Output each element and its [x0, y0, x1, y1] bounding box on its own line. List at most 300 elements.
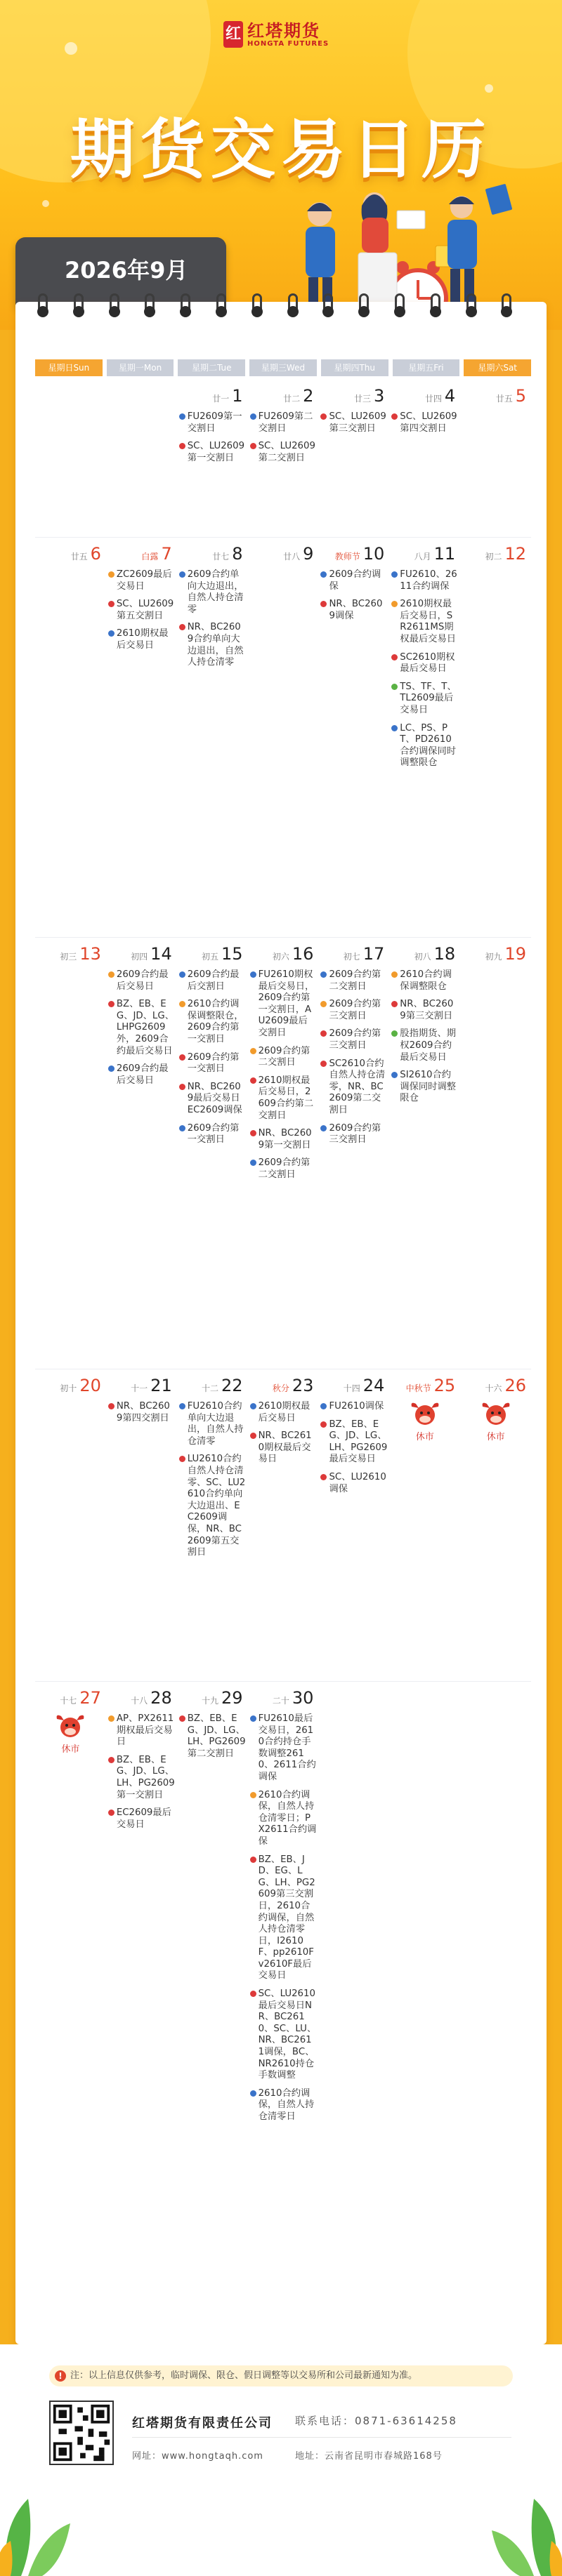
red-dot-icon [320, 1474, 327, 1480]
red-dot-icon [179, 1054, 185, 1061]
day-number: 19 [504, 944, 527, 964]
month-label: 2026年9月 [65, 257, 188, 284]
week-row [35, 1376, 531, 1565]
day-header [391, 544, 458, 565]
calendar-event [250, 1713, 317, 1784]
calendar-event [108, 1713, 175, 1748]
calendar-event [250, 1854, 317, 1983]
event-text: 2609合约第一交割日 [187, 1051, 240, 1075]
day-header [179, 1376, 246, 1397]
event-text: BZ、EB、EG、JD、LG、LH、PG2609最后交易日 [329, 1419, 388, 1465]
day-header [108, 1376, 175, 1397]
day-cell [35, 544, 106, 776]
day-header [179, 1688, 246, 1709]
binder-ring-icon [108, 293, 121, 319]
red-dot-icon [250, 443, 256, 449]
event-text: 2609合约最后交易日 [116, 1063, 169, 1086]
decor-dot [42, 200, 49, 207]
event-text: BZ、EB、EG、JD、LG、LHPG2609外，2609合约最后交易日 [116, 999, 174, 1056]
footer-divider [132, 2437, 511, 2438]
calendar-event [179, 1123, 246, 1146]
day-number: 29 [221, 1688, 243, 1708]
event-list [320, 411, 387, 434]
day-header [320, 1376, 387, 1397]
day-number: 4 [444, 386, 456, 406]
day-cell [318, 386, 389, 470]
day-header [320, 944, 387, 965]
event-text: 2610合约调保调整限仓 [400, 969, 452, 992]
weekday-4: 星期四Thu [321, 359, 388, 376]
event-text: LC、PS、PT、PD2610合约调保同时调整限仓 [400, 722, 457, 769]
day-number: 27 [79, 1688, 101, 1708]
lunar-date: 十一 [131, 1383, 148, 1393]
calendar-event [179, 622, 246, 668]
event-list [179, 1713, 246, 1760]
day-header [179, 544, 246, 565]
day-header [179, 944, 246, 965]
event-list [391, 411, 458, 434]
blue-dot-icon [391, 1072, 398, 1078]
event-text: NR、BC2609最后交易日EC2609调保 [187, 1081, 242, 1115]
blue-dot-icon [391, 571, 398, 578]
week-divider [35, 937, 531, 938]
event-text: NR、BC2609第三交割日 [400, 999, 454, 1021]
week-row [35, 386, 531, 470]
calendar-event [250, 1128, 317, 1151]
day-number: 5 [515, 386, 527, 406]
calendar-event [391, 723, 458, 769]
blue-dot-icon [250, 413, 256, 420]
day-cell [318, 544, 389, 776]
event-text: NR、BC2609第四交割日 [116, 1401, 170, 1423]
day-cell [106, 944, 177, 1188]
lunar-date: 初六 [272, 952, 289, 962]
day-number: 20 [79, 1376, 101, 1395]
day-cell [177, 386, 248, 470]
blue-dot-icon [179, 571, 185, 578]
calendar-event [391, 569, 458, 592]
lunar-date: 教师节 [334, 552, 360, 562]
lunar-date: 十七 [60, 1696, 77, 1706]
event-list [250, 1713, 317, 2123]
calendar-event [391, 1070, 458, 1105]
calendar-event [250, 1989, 317, 2082]
calendar-event [250, 1401, 317, 1424]
lunar-date: 廿三 [354, 394, 372, 404]
event-text: NR、BC2609调保 [329, 599, 383, 621]
day-number: 18 [433, 944, 456, 964]
day-cell [35, 1688, 106, 2130]
footer-note-text: 注：以上信息仅供参考，临时调保、限仓、假日调整等以交易所和公司最新通知为准。 [70, 2370, 418, 2381]
red-dot-icon [250, 1433, 256, 1439]
calendar-event [320, 411, 387, 434]
lunar-date: 八月 [414, 552, 431, 562]
calendar-event [320, 969, 387, 992]
lunar-date: 初五 [202, 952, 219, 962]
calendar-event [108, 1401, 175, 1424]
orange-dot-icon [391, 601, 398, 607]
event-list [108, 1713, 175, 1831]
red-dot-icon [320, 1421, 327, 1428]
calendar-event [320, 1472, 387, 1495]
day-cell [248, 1688, 319, 2130]
event-text: TS、TF、T、TL2609最后交易日 [400, 681, 457, 715]
event-text: NR、BC2610期权最后交易日 [258, 1430, 312, 1465]
lunar-date: 初七 [343, 952, 360, 962]
event-text: FU2609第二交割日 [258, 411, 313, 434]
decor-dot [65, 42, 77, 55]
event-list [250, 969, 317, 1181]
lunar-date: 中秋节 [405, 1383, 431, 1393]
red-dot-icon [179, 1715, 185, 1722]
brand-logo [223, 21, 329, 48]
event-list [250, 411, 317, 464]
week-divider [35, 537, 531, 538]
day-number: 14 [150, 944, 172, 964]
red-dot-icon [320, 1030, 327, 1037]
event-text: SC、LU2609第二交割日 [258, 441, 315, 463]
day-header [108, 944, 175, 965]
weekday-5: 星期五Fri [393, 359, 460, 376]
event-text: 2610期权最后交易日 [258, 1401, 311, 1423]
event-text: SC2610合约自然人持仓清零，NR、BC2609第二交割日 [329, 1058, 386, 1115]
event-text: SC、LU2609第四交割日 [400, 411, 457, 434]
red-dot-icon [108, 1757, 115, 1763]
company-name: 红塔期货有限责任公司 [132, 2416, 273, 2431]
red-dot-icon [320, 413, 327, 420]
lunar-date: 秋分 [272, 1383, 289, 1393]
footer-note [49, 2365, 513, 2386]
event-text: AP、PX2611期权最后交易日 [116, 1713, 174, 1748]
calendar-event [391, 1028, 458, 1063]
contact-phone: 联系电话：0871-63614258 [295, 2415, 457, 2427]
market-closed-label: 休市 [61, 1744, 80, 1755]
red-dot-icon [108, 1810, 115, 1816]
blue-dot-icon [250, 2090, 256, 2097]
empty-day-cell [35, 386, 106, 470]
day-cell [460, 544, 531, 776]
binder-ring-icon [37, 293, 49, 319]
market-closed [37, 1712, 104, 1755]
market-closed [391, 1400, 458, 1442]
event-list [108, 569, 175, 652]
event-list [179, 1401, 246, 1559]
lunar-date: 十八 [131, 1696, 148, 1706]
event-text: SC、LU2610调保 [329, 1471, 386, 1494]
event-list [108, 1401, 175, 1424]
day-cell [106, 544, 177, 776]
event-text: 2609合约最后交割日 [187, 969, 240, 992]
leaf-decoration-icon [485, 2488, 562, 2576]
day-cell [318, 1376, 389, 1565]
red-dot-icon [108, 1403, 115, 1409]
calendar-event [320, 999, 387, 1022]
lunar-date: 廿二 [283, 394, 301, 404]
green-dot-icon [391, 684, 398, 690]
event-list [391, 969, 458, 1105]
event-text: SC、LU2609第三交割日 [329, 411, 386, 434]
weekday-1: 星期一Mon [107, 359, 174, 376]
calendar-event [108, 628, 175, 651]
binder-rings [37, 293, 528, 321]
day-number: 6 [90, 544, 101, 564]
event-text: 2609合约第一交割日 [187, 1122, 240, 1146]
blue-dot-icon [108, 1065, 115, 1072]
blue-dot-icon [250, 1403, 256, 1409]
event-text: 2609合约第三交割日 [329, 1028, 381, 1051]
lunar-date: 白露 [141, 552, 159, 562]
event-text: SC2610期权最后交易日 [400, 651, 455, 675]
event-text: FU2610期权最后交易日，2609合约第一交割日，AU2609最后交割日 [258, 969, 315, 1038]
day-number: 2 [303, 386, 314, 406]
week-row [35, 1688, 531, 2130]
red-dot-icon [179, 1084, 185, 1090]
day-cell [106, 1376, 177, 1565]
day-header [250, 1688, 317, 1709]
calendar-event [179, 411, 246, 434]
event-text: 2609合约第二交割日 [258, 1045, 311, 1068]
day-cell [389, 386, 460, 470]
calendar-event [391, 411, 458, 434]
calendar-event [250, 441, 317, 464]
day-cell [460, 1376, 531, 1565]
orange-dot-icon [108, 571, 115, 578]
blue-dot-icon [250, 971, 256, 978]
day-header [37, 544, 104, 565]
day-cell [389, 544, 460, 776]
day-cell [248, 944, 319, 1188]
binder-ring-icon [322, 293, 334, 319]
bull-mascot-icon [37, 1712, 104, 1740]
week-row [35, 544, 531, 776]
day-header [37, 1688, 104, 1709]
orange-dot-icon [179, 1001, 185, 1007]
calendar-event [250, 1430, 317, 1466]
lunar-date: 廿七 [212, 552, 230, 562]
lunar-date: 十六 [485, 1383, 502, 1393]
day-number: 1 [232, 386, 243, 406]
event-text: NR、BC2609合约单向大边退出，自然人持仓清零 [187, 622, 244, 668]
lunar-date: 十二 [202, 1383, 219, 1393]
day-number: 25 [433, 1376, 456, 1395]
day-cell [35, 1376, 106, 1565]
calendar-event [320, 1419, 387, 1466]
page-title: 期货交易日历 [70, 112, 492, 187]
lunar-date: 初三 [60, 952, 77, 962]
event-list [320, 1401, 387, 1495]
day-cell [248, 544, 319, 776]
binder-ring-icon [358, 293, 370, 319]
lunar-date: 十四 [343, 1383, 360, 1393]
event-text: 2609合约第三交割日 [329, 999, 381, 1021]
day-number: 15 [221, 944, 243, 964]
calendar-event [250, 1075, 317, 1122]
day-header [108, 544, 175, 565]
event-text: BZ、EB、JD、EG、LG、LH、PG2609第三交割日，2610合约调保，自然人持仓清零日，I2610F、pp2610Fv2610F最后交易日 [258, 1854, 315, 1981]
event-text: 2609合约第三交割日 [329, 1122, 381, 1146]
blue-dot-icon [391, 725, 398, 731]
lunar-date: 廿四 [424, 394, 442, 404]
calendar-event [320, 1028, 387, 1051]
event-text: FU2609第一交割日 [187, 411, 242, 434]
binder-ring-icon [72, 293, 85, 319]
lunar-date: 二十 [272, 1696, 289, 1706]
day-number: 28 [150, 1688, 172, 1708]
day-number: 10 [362, 544, 385, 564]
blue-dot-icon [108, 630, 115, 637]
lunar-date: 廿五 [70, 552, 88, 562]
event-text: FU2610最后交易日，2610合约持仓手数调整2610、2611合约调保 [258, 1713, 316, 1782]
calendar-event [179, 569, 246, 616]
day-number: 7 [161, 544, 172, 564]
lunar-date: 廿一 [212, 394, 230, 404]
weekday-3: 星期三Wed [249, 359, 317, 376]
day-number: 30 [292, 1688, 314, 1708]
weekday-0: 星期日Sun [35, 359, 103, 376]
event-text: BZ、EB、EG、JD、LG、LH、PG2609第一交割日 [116, 1754, 175, 1800]
day-cell [248, 386, 319, 470]
red-dot-icon [391, 1001, 398, 1007]
orange-dot-icon [250, 1048, 256, 1054]
weekday-2: 星期二Tue [178, 359, 245, 376]
red-dot-icon [108, 601, 115, 607]
calendar-event [320, 1058, 387, 1117]
calendar-event [179, 1082, 246, 1117]
day-number: 8 [232, 544, 243, 564]
red-dot-icon [320, 1061, 327, 1067]
day-header [250, 544, 317, 565]
day-header [37, 944, 104, 965]
day-header [108, 1688, 175, 1709]
event-text: 2610合约调保调整限仓，2609合约第一交割日 [187, 999, 244, 1044]
day-header [391, 1376, 458, 1397]
blue-dot-icon [320, 571, 327, 578]
calendar-event [320, 599, 387, 622]
calendar-event [179, 999, 246, 1045]
empty-day-cell [106, 386, 177, 470]
calendar-event [108, 1063, 175, 1087]
red-dot-icon [179, 1456, 185, 1462]
event-text: 2609合约最后交易日 [116, 969, 169, 992]
event-text: 2609合约第二交割日 [329, 969, 381, 992]
calendar-event [250, 1046, 317, 1069]
event-list [179, 411, 246, 464]
calendar-event [250, 1157, 317, 1181]
event-list [179, 569, 246, 669]
calendar-event [179, 969, 246, 992]
lunar-date: 初九 [485, 952, 502, 962]
event-text: SC、LU2609第五交割日 [116, 599, 174, 621]
orange-dot-icon [391, 971, 398, 978]
lunar-date: 初八 [414, 952, 431, 962]
day-number: 21 [150, 1376, 172, 1395]
red-dot-icon [320, 601, 327, 607]
empty-day-cell [389, 1688, 460, 2130]
blue-dot-icon [179, 1125, 185, 1131]
day-cell [35, 944, 106, 1188]
calendar-event [108, 969, 175, 992]
warning-icon: ! [55, 2370, 66, 2382]
calendar-event [320, 1123, 387, 1146]
day-header [391, 944, 458, 965]
day-number: 17 [362, 944, 385, 964]
calendar-event [391, 652, 458, 675]
calendar-event [179, 1052, 246, 1075]
blue-dot-icon [179, 1403, 185, 1409]
day-cell [177, 1376, 248, 1565]
blue-dot-icon [320, 1403, 327, 1409]
red-dot-icon [179, 624, 185, 630]
red-dot-icon [250, 1857, 256, 1863]
day-number: 12 [504, 544, 527, 564]
day-header [179, 386, 246, 407]
day-header [462, 944, 529, 965]
event-list [250, 1401, 317, 1466]
day-cell [177, 944, 248, 1188]
calendar-event [250, 411, 317, 434]
day-cell [106, 1688, 177, 2130]
orange-dot-icon [108, 1715, 115, 1722]
event-text: 2609合约单向大边退出，自然人持仓清零 [187, 569, 244, 615]
day-header [391, 386, 458, 407]
event-text: 2610合约调保，自然人持仓清零日 [258, 2087, 315, 2122]
day-cell [177, 1688, 248, 2130]
event-list [391, 569, 458, 769]
address: 地址：云南省昆明市春城路168号 [295, 2451, 443, 2462]
logo-mark-icon: 红 [223, 21, 243, 48]
red-dot-icon [179, 443, 185, 449]
event-text: ZC2609最后交易日 [116, 569, 172, 592]
weekday-6: 星期六Sat [464, 359, 531, 376]
blue-dot-icon [250, 1160, 256, 1166]
day-header [462, 544, 529, 565]
bull-mascot-icon [391, 1400, 458, 1428]
website-link[interactable]: 网址：www.hongtaqh.com [132, 2451, 263, 2462]
market-closed-label: 休市 [415, 1432, 434, 1442]
calendar-event [108, 1807, 175, 1831]
calendar-event [179, 1713, 246, 1760]
event-text: EC2609最后交易日 [116, 1807, 171, 1830]
calendar-event [391, 969, 458, 992]
day-cell [389, 944, 460, 1188]
calendar-event [108, 999, 175, 1057]
day-number: 24 [362, 1376, 385, 1395]
binder-ring-icon [393, 293, 406, 319]
market-closed-label: 休市 [486, 1432, 505, 1442]
weekday-header [35, 359, 531, 376]
day-cell [389, 1376, 460, 1565]
day-cell [460, 386, 531, 470]
market-closed [462, 1400, 529, 1442]
empty-day-cell [460, 1688, 531, 2130]
event-text: 2610期权最后交易日，2609合约第二交割日 [258, 1075, 314, 1121]
red-dot-icon [250, 1077, 256, 1084]
event-text: 2610期权最后交易日 [116, 628, 169, 651]
empty-day-cell [318, 1688, 389, 2130]
binder-ring-icon [179, 293, 192, 319]
day-header [320, 544, 387, 565]
day-number: 16 [292, 944, 314, 964]
lunar-date: 初四 [131, 952, 148, 962]
leaf-decoration-icon [0, 2485, 77, 2576]
binder-ring-icon [251, 293, 263, 319]
event-text: 2610合约调保，自然人持仓清零日；PX2611合约调保 [258, 1789, 317, 1847]
day-header [320, 386, 387, 407]
calendar-event [250, 1790, 317, 1848]
binder-ring-icon [500, 293, 513, 319]
calendar-event [250, 969, 317, 1040]
binder-ring-icon [429, 293, 442, 319]
